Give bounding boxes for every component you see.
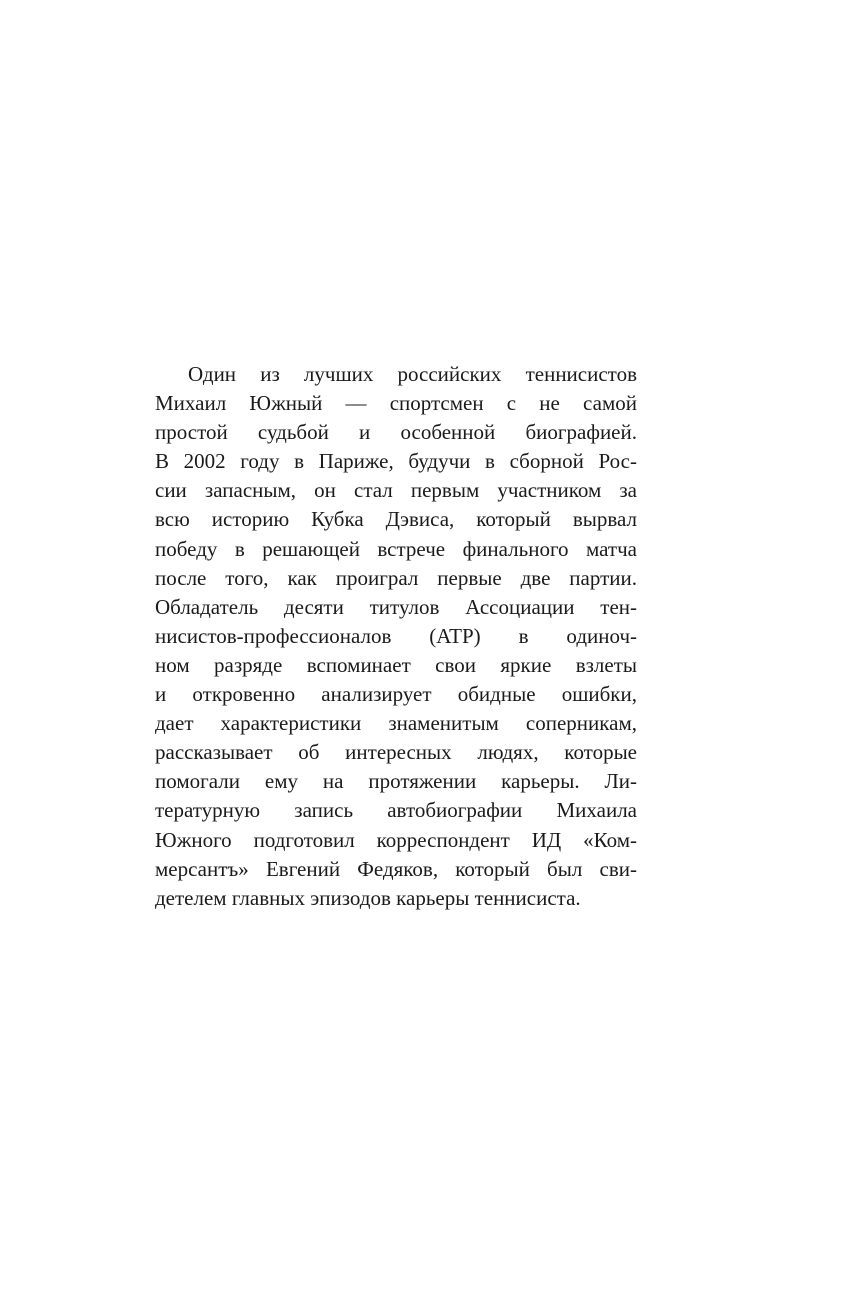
annotation-line: нисистов-профессионалов (ATP) в одиноч- <box>155 623 637 648</box>
annotation-line: помогали ему на протяжении карьеры. Ли- <box>155 769 637 794</box>
annotation-line: дает характеристики знаменитым соперникам, <box>155 711 637 736</box>
annotation-line: простой судьбой и особенной биографией. <box>155 420 637 445</box>
annotation-line: победу в решающей встрече финального матча <box>155 536 637 561</box>
annotation-line: Обладатель десяти титулов Ассоциации тен- <box>155 594 637 619</box>
annotation-line: Южного подготовил корреспондент ИД «Ком- <box>155 827 637 852</box>
annotation-line: Михаил Южный — спортсмен с не самой <box>155 391 637 416</box>
annotation-line: тературную запись автобиографии Михаила <box>155 798 637 823</box>
annotation-line: рассказывает об интересных людях, которые <box>155 740 637 765</box>
annotation-line: и откровенно анализирует обидные ошибки, <box>155 682 637 707</box>
annotation-line: после того, как проиграл первые две партии. <box>155 565 637 590</box>
annotation-line: всю историю Кубка Дэвиса, который вырвал <box>155 507 637 532</box>
annotation-line: Один из лучших российских теннисистов <box>188 362 637 386</box>
annotation-line: В 2002 году в Париже, будучи в сборной Рос- <box>155 449 637 474</box>
annotation-line: мерсантъ» Евгений Федяков, который был сви- <box>155 856 637 881</box>
annotation-line: детелем главных эпизодов карьеры теннисиста. <box>155 885 581 910</box>
annotation-line: ном разряде вспоминает свои яркие взлеты <box>155 652 637 677</box>
annotation-line: сии запасным, он стал первым участником за <box>155 478 637 503</box>
annotation-paragraph <box>155 360 637 913</box>
